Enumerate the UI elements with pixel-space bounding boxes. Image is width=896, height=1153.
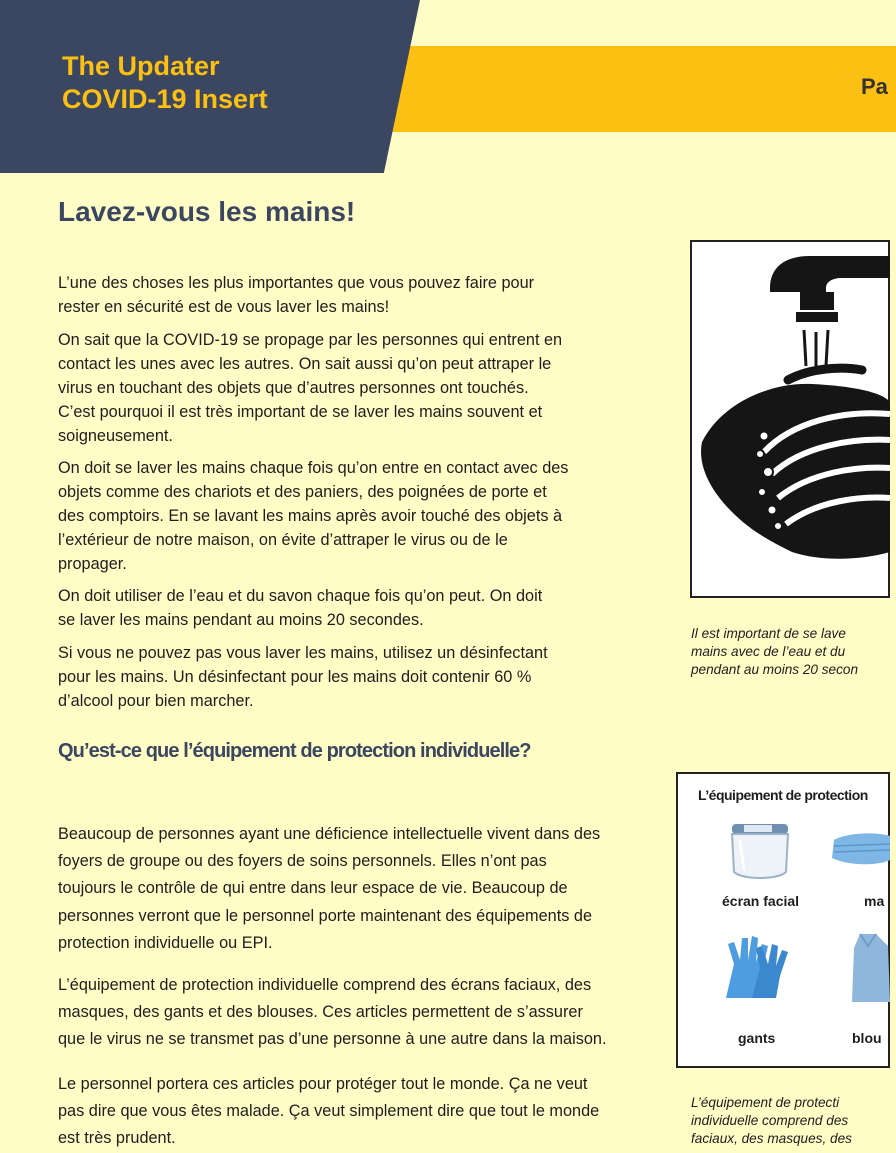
section-title-ppe: Qu’est-ce que l’équipement de protection individuelle? — [58, 740, 531, 762]
gloves-icon — [718, 934, 792, 1002]
paragraph: On doit se laver les mains chaque fois qu’on entre en contact avec des objets comme des chariots et des paniers, des poignées de porte et des comptoirs. En se lavant les mains après avoir touché des objets à l’extérieur de notre maison, on évite d’attraper le virus ou de le propager. — [58, 459, 569, 573]
figure-caption: Il est important de se lave mains avec de l’eau et du pendant au moins 20 secon — [691, 626, 859, 677]
header-yellow-band — [336, 46, 896, 132]
brand-line-2: COVID-19 Insert — [62, 84, 268, 114]
ppe-label-mask: ma — [864, 893, 885, 909]
paragraph: Le personnel portera ces articles pour protéger tout le monde. Ça ne veut pas dire que vous êtes malade. Ça veut simplement dire que tout le monde est très prudent. — [58, 1075, 600, 1148]
section-title-handwashing: Lavez-vous les mains! — [58, 196, 356, 227]
figure-caption: L’équipement de protecti individuelle comprend des faciaux, des masques, des — [691, 1095, 852, 1146]
handwashing-figure — [690, 240, 890, 598]
paragraph: L’équipement de protection individuelle comprend des écrans faciaux, des masques, des gants et des blouses. Ces articles permettent de s’assurer que le virus ne se transmet pas d’une personne à une autre dans la maison. — [58, 976, 607, 1049]
ppe-label-gloves: gants — [738, 1030, 776, 1046]
gown-icon — [846, 932, 890, 1004]
brand-title — [62, 50, 268, 116]
ppe-figure — [676, 772, 890, 1068]
handwashing-icon — [692, 242, 888, 596]
page-label: Pa — [861, 74, 888, 99]
paragraph: Beaucoup de personnes ayant une déficience intellectuelle vivent dans des foyers de groupe ou des foyers de soins personnels. Elles n’ont pas toujours le contrôle de qui entre dans leur espace de vie. Beaucoup de personnes verront que le personnel porte maintenant des équipements de protection individuelle ou EPI. — [58, 825, 601, 952]
ppe-figure-title: L’équipement de protection — [698, 787, 868, 803]
paragraph: Si vous ne pouvez pas vous laver les mains, utilisez un désinfectant pour les mains. Un désinfectant pour les mains doit contenir 60 % d’alcool pour bien marcher. — [58, 644, 548, 710]
brand-line-1: The Updater — [62, 51, 220, 81]
ppe-label-gown: blou — [852, 1030, 882, 1046]
paragraph: On sait que la COVID-19 se propage par les personnes qui entrent en contact les unes avec les autres. On sait aussi qu’on peut attraper le virus en touchant des objets que d’autres personnes ont touchés. C’est pourquoi il est très important de se laver les mains souvent et soigneusement. — [58, 331, 563, 445]
paragraph: L’une des choses les plus importantes que vous pouvez faire pour rester en sécurité est de vous laver les mains! — [58, 274, 535, 316]
paragraph: On doit utiliser de l’eau et du savon chaque fois qu’on peut. On doit se laver les mains pendant au moins 20 secondes. — [58, 587, 543, 629]
face-shield-icon — [726, 820, 794, 884]
ppe-label-face-shield: écran facial — [722, 893, 800, 909]
mask-icon — [828, 828, 890, 868]
